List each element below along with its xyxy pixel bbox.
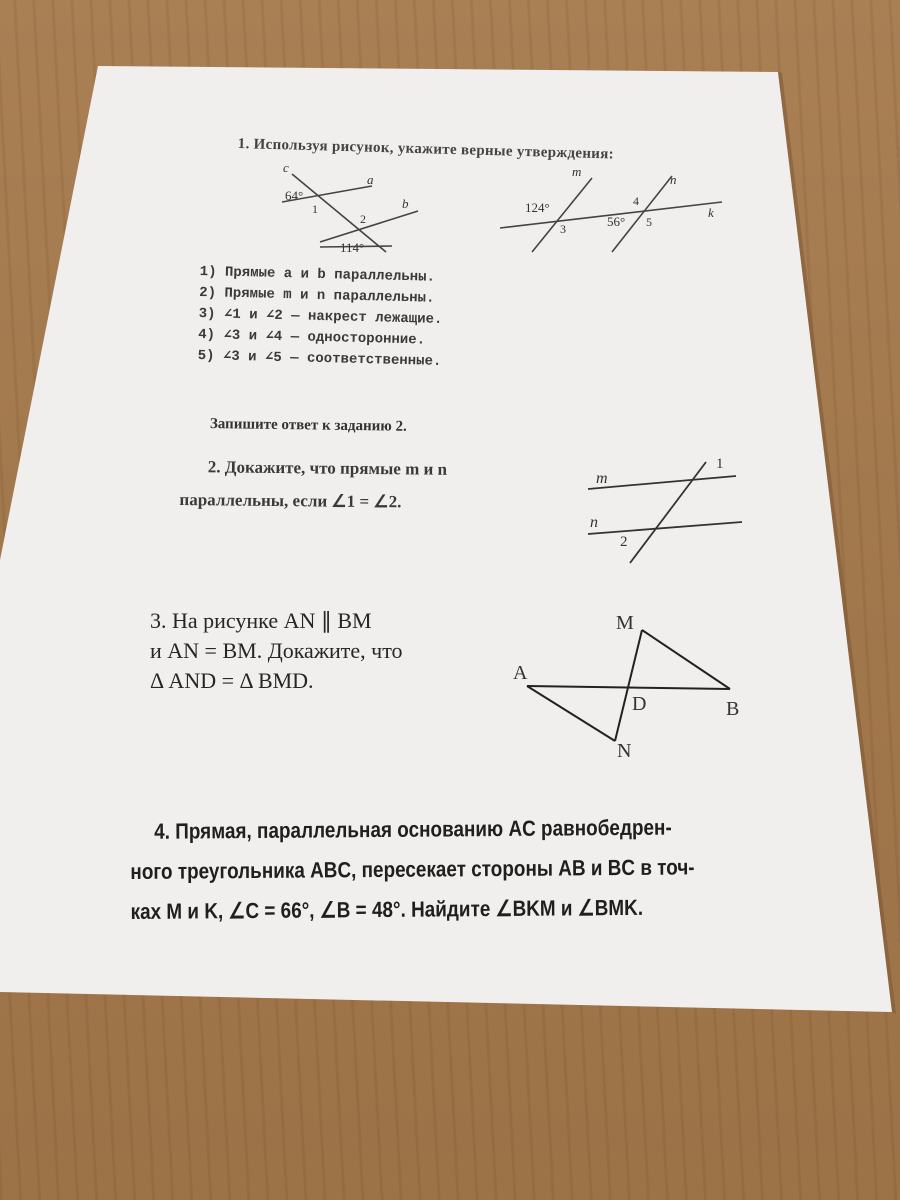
fig1r-label-3: 3 [560,222,566,236]
task1-option-4: 4) ∠3 и ∠4 — односторонние. [198,326,426,349]
task1-title: 1. Используя рисунок, укажите верные утверждения: [237,136,615,163]
fig1r-label-56: 56° [607,214,626,229]
fig1r-label-5: 5 [646,215,652,229]
fig1r-label-n: n [670,172,677,187]
fig3-label-A: A [513,662,528,684]
task4-line-3: ках M и K, ∠C = 66°, ∠B = 48°. Найдите ∠BKM и ∠BMK. [130,894,644,924]
fig1r-label-m: m [572,164,582,179]
task4-line-1: 4. Прямая, параллельная основанию AC равнобедрен- [154,814,672,844]
task4-text [130,807,695,932]
task4-line-2: ного треугольника ABC, пересекает стороны AB и BC в точ- [130,854,695,884]
fig2-label-m: m [596,470,608,487]
fig2-label-n: n [590,514,598,531]
fig1-label-c: c [283,160,289,175]
task1-option-3: 3) ∠1 и ∠2 — накрест лежащие. [198,305,443,328]
task3-line-2: и AN = BM. Докажите, что [150,638,403,663]
fig1-label-1: 1 [312,202,318,216]
task3-line-3: Δ AND = Δ BMD. [150,668,314,693]
fig3-label-M: M [616,612,634,634]
fig1r-label-k: k [708,205,714,220]
task2-text [179,450,447,519]
fig3-label-B: B [726,698,740,720]
task1-option-5: 5) ∠3 и ∠5 — соответственные. [197,347,442,370]
fig1-label-a: a [367,172,374,187]
fig1-label-2: 2 [360,212,366,226]
fig1-label-b: b [402,196,409,211]
task3-text [150,606,403,696]
task1-option-1: 1) Прямые a и b параллельны. [199,263,436,286]
task2-line-2: параллельны, если ∠1 = ∠2. [179,489,402,512]
fig1-label-114: 114° [340,240,365,255]
task3-line-1: 3. На рисунке AN ∥ BM [150,608,372,633]
task1-options [197,262,443,373]
fig3-label-D: D [632,693,647,715]
fig3-label-N: N [617,740,632,762]
fig2-label-1: 1 [716,456,724,472]
fig1-label-64: 64° [285,188,304,203]
answer-header: Запишите ответ к заданию 2. [209,416,407,435]
task1-option-2: 2) Прямые m и n параллельны. [199,284,435,307]
task2-line-1: 2. Докажите, что прямые m и n [207,457,448,479]
fig1r-label-124: 124° [525,200,550,215]
fig2-label-2: 2 [620,534,628,550]
fig1r-label-4: 4 [633,194,639,208]
